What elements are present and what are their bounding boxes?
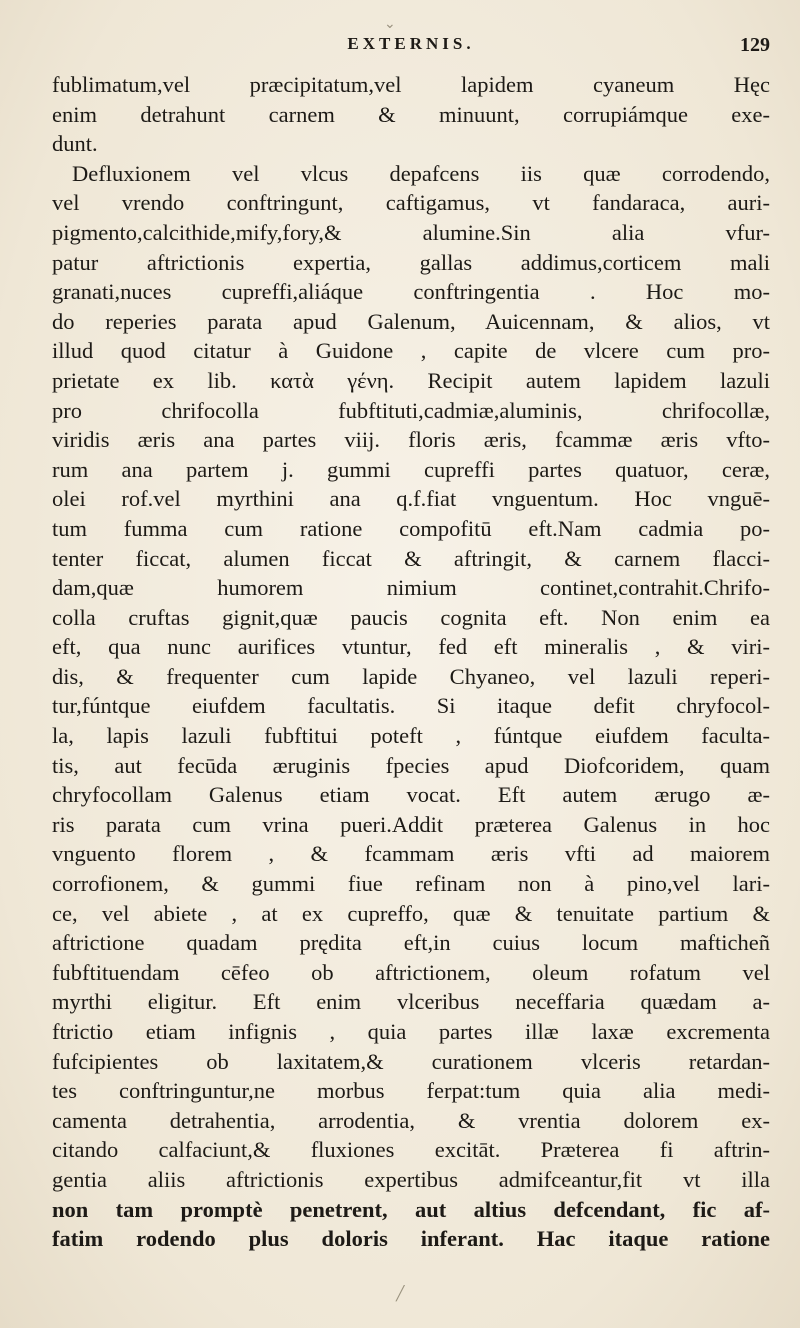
- text-line: fatim rodendo plus doloris inferant. Hac itaque ratione: [52, 1226, 770, 1252]
- text-line: viridis æris ana partes viij. floris æris, fcammæ æris vfto-: [52, 427, 770, 453]
- text-line: la, lapis lazuli fubftitui poteft , fúntque eiufdem faculta-: [52, 723, 770, 749]
- text-line: patur aftrictionis expertia, gallas addimus,corticem mali: [52, 249, 770, 275]
- text-line: prietate ex lib. κατὰ γένη. Recipit autem lapidem lazuli: [52, 367, 770, 393]
- text-line: vnguento florem , & fcammam æris vfti ad maiorem: [52, 841, 770, 867]
- text-line: dam,quæ humorem nimium continet,contrahit.Chrifo-: [52, 575, 770, 601]
- text-line: granati,nuces cupreffi,aliáque conftringentia . Hoc mo-: [52, 279, 770, 305]
- text-line: tur,fúntque eiufdem facultatis. Si itaque defit chryfocol-: [52, 693, 770, 719]
- text-line: ce, vel abiete , at ex cupreffo, quæ & tenuitate partium &: [52, 900, 770, 926]
- text-line: colla cruftas gignit,quæ paucis cognita eft. Non enim ea: [52, 604, 770, 630]
- text-line: illud quod citatur à Guidone , capite de vlcere cum pro-: [52, 338, 770, 364]
- text-line: eft, qua nunc aurifices vtuntur, fed eft mineralis , & viri-: [52, 634, 770, 660]
- page-number: 129: [740, 34, 770, 56]
- text-line: myrthi eligitur. Eft enim vlceribus neceffaria quædam a-: [52, 989, 770, 1015]
- text-line: corrofionem, & gummi fiue refinam non à pino,vel lari-: [52, 871, 770, 897]
- text-line: dis, & frequenter cum lapide Chyaneo, vel lazuli reperi-: [52, 663, 770, 689]
- scan-mark: ⌄: [384, 17, 396, 32]
- text-line: pigmento,calcithide,mify,fory,& alumine.Sin alia vfur-: [52, 219, 770, 245]
- text-line: fubftituendam cēfeo ob aftrictionem, oleum rofatum vel: [52, 959, 770, 985]
- text-line: pro chrifocolla fubftituti,cadmiæ,aluminis, chrifocollæ,: [52, 397, 770, 423]
- text-line: rum ana partem j. gummi cupreffi partes quatuor, ceræ,: [52, 456, 770, 482]
- text-line: do reperies parata apud Galenum, Auicennam, & alios, vt: [52, 308, 770, 334]
- text-line: gentia aliis aftrictionis expertibus admifceantur,fit vt illa: [52, 1166, 770, 1192]
- text-line: ris parata cum vrina pueri.Addit præterea Galenus in hoc: [52, 811, 770, 837]
- text-line: non tam promptè penetrent, aut altius defcendant, fic af-: [52, 1196, 770, 1222]
- text-line: tes conftringuntur,ne morbus ferpat:tum quia alia medi-: [52, 1078, 770, 1104]
- text-line: tis, aut fecūda æruginis fpecies apud Diofcoridem, quam: [52, 752, 770, 778]
- scan-mark: ╱: [396, 1287, 405, 1302]
- text-line: citando calfaciunt,& fluxiones excitāt. Præterea fi aftrin-: [52, 1137, 770, 1163]
- running-head: EXTERNIS.: [347, 34, 475, 53]
- text-line: tenter ficcat, alumen ficcat & aftringit, & carnem flacci-: [52, 545, 770, 571]
- text-line: Defluxionem vel vlcus depafcens iis quæ corrodendo,: [72, 160, 770, 186]
- text-line: olei rof.vel myrthini ana q.f.fiat vnguentum. Hoc vnguē-: [52, 486, 770, 512]
- text-line: enim detrahunt carnem & minuunt, corrupiámque exe-: [52, 101, 770, 127]
- text-line: camenta detrahentia, arrodentia, & vrentia dolorem ex-: [52, 1107, 770, 1133]
- text-line: fublimatum,vel præcipitatum,vel lapidem cyaneum Hęc: [52, 72, 770, 97]
- text-line: vel vrendo conftringunt, caftigamus, vt fandaraca, auri-: [52, 190, 770, 216]
- text-line: dunt.: [52, 131, 98, 157]
- body-text: [52, 70, 770, 1254]
- text-line: tum fumma cum ratione compofitū eft.Nam cadmia po-: [52, 515, 770, 541]
- text-line: aftrictione quadam prędita eft,in cuius locum mafticheñ: [52, 930, 770, 956]
- text-line: chryfocollam Galenus etiam vocat. Eft autem ærugo æ-: [52, 782, 770, 808]
- text-line: fufcipientes ob laxitatem,& curationem vlceris retardan-: [52, 1048, 770, 1074]
- page-header: [52, 34, 770, 64]
- text-line: ftrictio etiam infignis , quia partes illæ laxæ excrementa: [52, 1019, 770, 1044]
